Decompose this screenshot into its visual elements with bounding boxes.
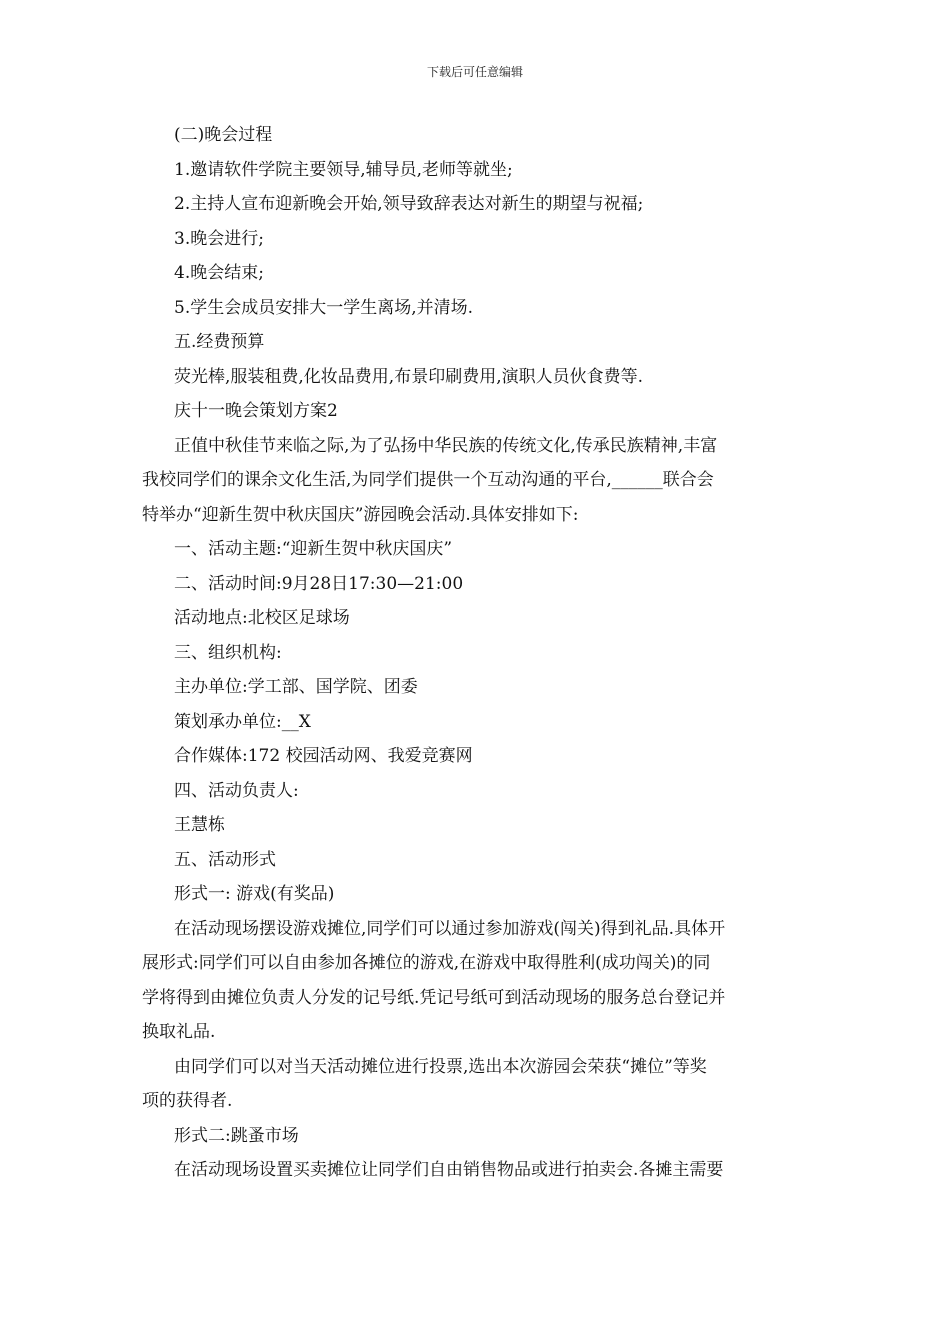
text-line: 正值中秋佳节来临之际,为了弘扬中华民族的传统文化,传承民族精神,丰富 [174, 435, 718, 456]
text-line: 主办单位:学工部、国学院、团委 [174, 677, 418, 697]
text-line: 4.晚会结束; [174, 263, 264, 283]
text-line: 学将得到由摊位负责人分发的记号纸.凭记号纸可到活动现场的服务总台登记并 [142, 987, 726, 1008]
text-line: 合作媒体:172 校园活动网、我爱竞赛网 [174, 746, 473, 766]
text-line: 特举办“迎新生贺中秋庆国庆”游园晚会活动.具体安排如下: [142, 504, 579, 525]
text-line: 在活动现场摆设游戏摊位,同学们可以通过参加游戏(闯关)得到礼品.具体开 [174, 918, 726, 939]
text-line: 策划承办单位:__X [174, 711, 311, 732]
text-line: 荧光棒,服装租费,化妆品费用,布景印刷费用,演职人员伙食费等. [174, 366, 644, 387]
text-line: 3.晚会进行; [174, 228, 264, 249]
text-line: 项的获得者. [142, 1091, 233, 1111]
text-line: 一、活动主题:“迎新生贺中秋庆国庆” [174, 539, 453, 559]
text-line: 三、组织机构: [174, 642, 282, 663]
text-line: 活动地点:北校区足球场 [174, 608, 350, 628]
text-line: 5.学生会成员安排大一学生离场,并清场. [174, 297, 474, 318]
text-line: 二、活动时间:9月28日17:30—21:00 [174, 573, 464, 594]
text-line: 我校同学们的课余文化生活,为同学们提供一个互动沟通的平台,______联合会 [142, 470, 714, 490]
text-line: 五.经费预算 [174, 332, 265, 352]
text-line: 由同学们可以对当天活动摊位进行投票,选出本次游园会荣获“摊位”等奖 [174, 1056, 707, 1077]
text-line: 2.主持人宣布迎新晚会开始,领导致辞表达对新生的期望与祝福; [174, 194, 644, 214]
text-line: 庆十一晚会策划方案2 [174, 401, 338, 421]
document-body [142, 118, 810, 1188]
text-line: (二)晚会过程 [174, 125, 273, 145]
text-line: 四、活动负责人: [174, 780, 299, 801]
text-line: 形式一: 游戏(有奖品) [174, 884, 335, 904]
text-line: 五、活动形式 [174, 849, 276, 870]
text-line: 王慧栋 [174, 815, 225, 835]
text-line: 展形式:同学们可以自由参加各摊位的游戏,在游戏中取得胜利(成功闯关)的同 [142, 953, 711, 973]
text-line: 形式二:跳蚤市场 [174, 1125, 299, 1146]
text-line: 1.邀请软件学院主要领导,辅导员,老师等就坐; [174, 159, 513, 180]
text-line: 换取礼品. [142, 1022, 216, 1042]
page-header: 下载后可任意编辑 [426, 65, 523, 79]
text-line: 在活动现场设置买卖摊位让同学们自由销售物品或进行拍卖会.各摊主需要 [174, 1160, 724, 1180]
